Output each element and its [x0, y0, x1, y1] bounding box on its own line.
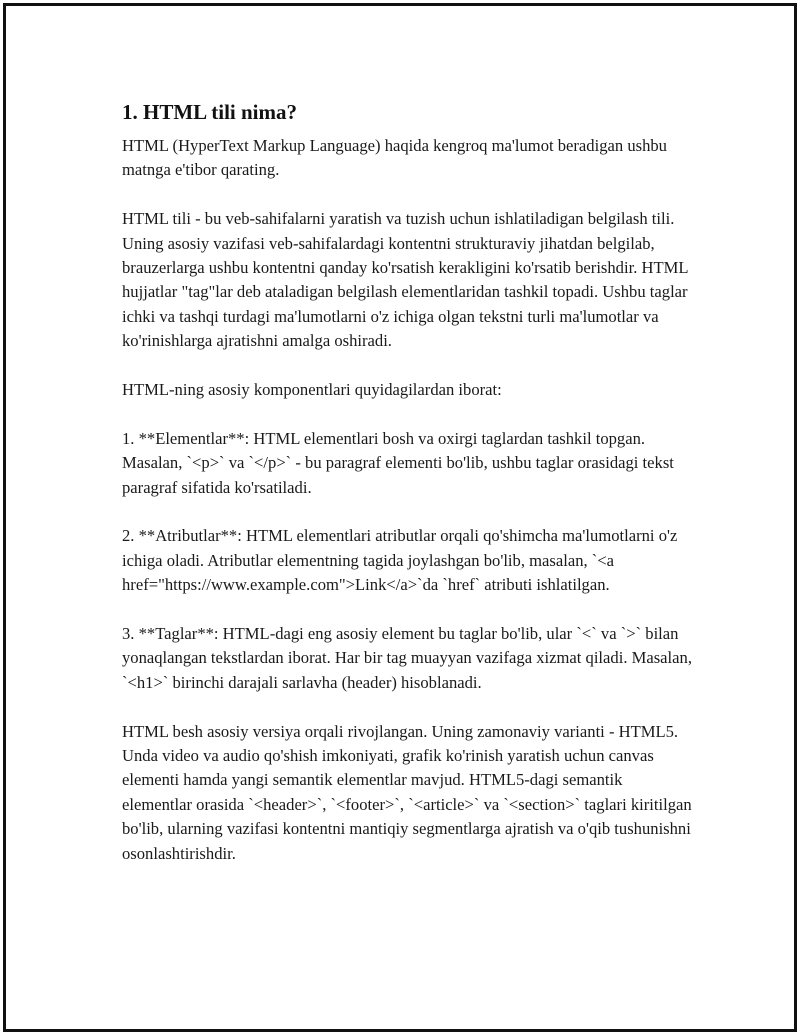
- elements-paragraph: 1. **Elementlar**: HTML elementlari bosh va oxirgi taglardan tashkil topgan. Masalan, `<p>` va `</p>` - bu paragraf elementi bo'lib, ushbu taglar orasidagi tekst paragraf sifatida ko'rsatiladi.: [122, 428, 674, 497]
- attributes-paragraph: 2. **Atributlar**: HTML elementlari atributlar orqali qo'shimcha ma'lumotlarni o'z ichiga oladi. Atributlar elementning tagida joylashgan bo'lib, masalan, `<a href="https://www.example.com">Link</a>`da `href` atributi ishlatilgan.: [122, 526, 678, 595]
- definition-paragraph: HTML tili - bu veb-sahifalarni yaratish va tuzish uchun ishlatiladigan belgilash tili. Uning asosiy vazifasi veb-sahifalardagi kontentni strukturaviy jihatdan belgilab, brauzerlarga ushbu kontentni qanday ko'rsatish kerakligini ko'rsatib berishdir. HTML hujjatlar "tag"lar deb ataladigan belgilash elementlaridan tashkil topadi. Ushbu taglar ichki va tashqi turdagi ma'lumotlarni o'z ichiga olgan tekstni turli ma'lumotlar va ko'rinishlarga ajratishni amalga oshiradi.: [122, 209, 688, 351]
- html5-paragraph: HTML besh asosiy versiya orqali rivojlangan. Uning zamonaviy varianti - HTML5. Unda video va audio qo'shish imkoniyati, grafik ko'rinish yaratish uchun canvas elementi hamda yangi semantik elementlar mavjud. HTML5-dagi semantik elementlar orasida `<header>`, `<footer>`, `<article>` va `<section>` taglari kiritilgan bo'lib, ularning vazifasi kontentni mantiqiy segmentlarga ajratish va o'qib tushunishni osonlashtirishdir.: [122, 721, 692, 863]
- intro-paragraph: HTML (HyperText Markup Language) haqida kengroq ma'lumot beradigan ushbu matnga e'tibor qarating.: [122, 136, 667, 180]
- components-intro-paragraph: HTML-ning asosiy komponentlari quyidagilardan iborat:: [122, 380, 502, 400]
- document-heading: 1. HTML tili nima?: [122, 100, 298, 124]
- page-frame: [3, 3, 797, 1032]
- tags-paragraph: 3. **Taglar**: HTML-dagi eng asosiy element bu taglar bo'lib, ular `<` va `>` bilan yonaqlangan tekstlardan iborat. Har bir tag muayyan vazifaga xizmat qiladi. Masalan, `<h1>` birinchi darajali sarlavha (header) hisoblanadi.: [122, 624, 692, 692]
- document-body: [122, 98, 692, 866]
